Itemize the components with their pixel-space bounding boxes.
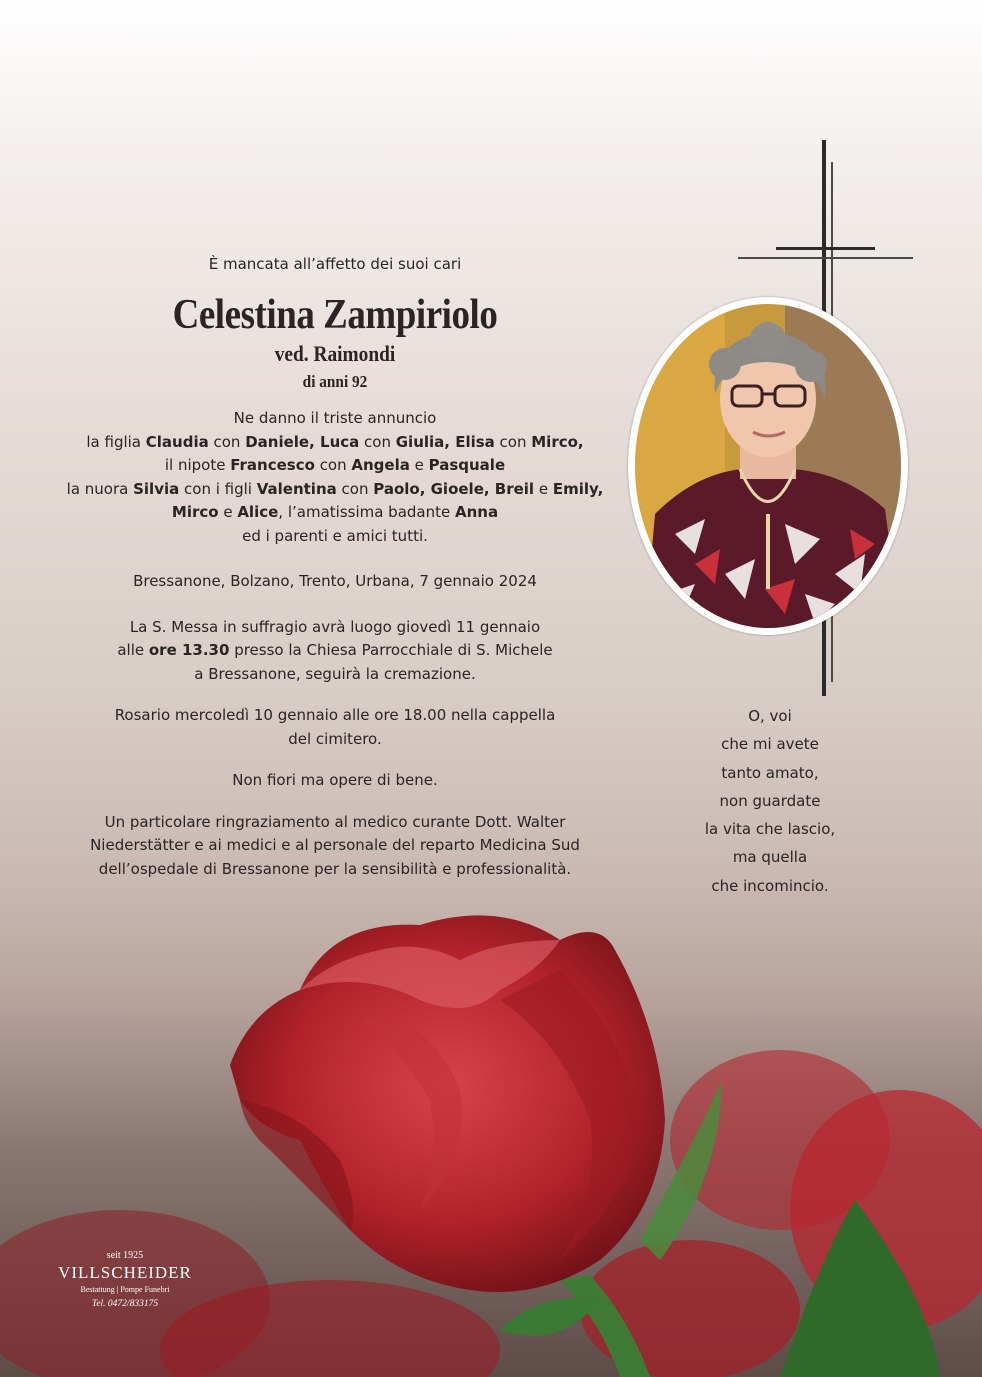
mass-info bbox=[60, 616, 610, 687]
bold-name: Emily, bbox=[552, 479, 604, 498]
text-run: e bbox=[218, 503, 238, 521]
bold-name: Mirco bbox=[171, 503, 219, 521]
portrait-photo bbox=[635, 304, 901, 628]
funeral-home-logo bbox=[50, 1250, 200, 1312]
mass-line: La S. Messa in suffragio avrà luogo giovedì 11 gennaio bbox=[129, 617, 541, 636]
bold-name: Francesco bbox=[230, 456, 315, 474]
intro-line: È mancata all’affetto dei suoi cari bbox=[208, 255, 462, 273]
logo-subtitle: Bestattung | Pompe Funebri bbox=[80, 1285, 170, 1294]
announcement-line: Ne danno il triste annuncio bbox=[233, 409, 437, 427]
bold-name: ore 13.30 bbox=[148, 641, 230, 659]
poem-line: la vita che lascio, bbox=[704, 820, 836, 839]
bold-name: Mirco, bbox=[531, 432, 584, 451]
text-run: la figlia bbox=[86, 432, 146, 451]
poem-line: ma quella bbox=[732, 848, 808, 867]
thanks-line: Un particolare ringraziamento al medico curante Dott. Walter bbox=[104, 812, 566, 831]
cross-horizontal-bar bbox=[776, 247, 875, 250]
widow-of: ved. Raimondi bbox=[274, 341, 396, 366]
poem-line: che mi avete bbox=[721, 735, 819, 754]
bold-name: Alice bbox=[237, 503, 279, 521]
text-run: con bbox=[208, 432, 246, 451]
poem bbox=[680, 702, 860, 900]
announcement-line: ed i parenti e amici tutti. bbox=[242, 526, 428, 545]
poem-line: che incomincio. bbox=[711, 876, 829, 895]
poem-line: non guardate bbox=[719, 791, 821, 810]
rosary-line: del cimitero. bbox=[288, 729, 382, 748]
bold-name: Paolo, Gioele, Breil bbox=[373, 479, 535, 498]
thanks-line: Niederstätter e ai medici e al personale del reparto Medicina Sud bbox=[90, 836, 580, 854]
bold-name: Pasquale bbox=[428, 456, 506, 474]
bold-name: Silvia bbox=[133, 479, 180, 498]
logo-since: seit 1925 bbox=[106, 1250, 144, 1261]
announcement bbox=[60, 407, 610, 548]
rosary-line: Rosario mercoledì 10 gennaio alle ore 18.00 nella cappella bbox=[114, 706, 556, 724]
mass-line bbox=[60, 639, 610, 663]
portrait-frame bbox=[628, 297, 908, 635]
text-run: con bbox=[359, 432, 396, 451]
text-run: , l’amatissima badante bbox=[278, 503, 455, 521]
thanks-line: dell’ospedale di Bressanone per la sensibilità e professionalità. bbox=[98, 859, 572, 878]
logo-telephone: Tel. 0472/833175 bbox=[91, 1299, 159, 1309]
text-run: con i figli bbox=[179, 479, 257, 498]
bold-name: Angela bbox=[351, 456, 410, 474]
age: di anni 92 bbox=[302, 372, 368, 391]
no-flowers-note: Non fiori ma opere di bene. bbox=[232, 771, 438, 789]
text-run: il nipote bbox=[164, 456, 231, 474]
text-run: e bbox=[534, 479, 553, 498]
text-run: con bbox=[336, 479, 374, 498]
mass-line: a Bressanone, seguirà la cremazione. bbox=[194, 664, 476, 683]
announcement-line bbox=[60, 431, 610, 455]
announcement-line bbox=[60, 501, 610, 525]
bold-name: Valentina bbox=[256, 479, 337, 498]
announcement-line bbox=[60, 478, 610, 502]
bold-name: Giulia, Elisa bbox=[395, 432, 495, 451]
logo-brand: VILLSCHEIDER bbox=[58, 1263, 192, 1282]
text-run: presso la Chiesa Parrocchiale di S. Michele bbox=[229, 641, 553, 659]
poem-line: O, voi bbox=[748, 707, 792, 725]
text-run: con bbox=[494, 432, 532, 451]
text-run: alle bbox=[117, 641, 149, 659]
place-date: Bressanone, Bolzano, Trento, Urbana, 7 gennaio 2024 bbox=[133, 572, 537, 590]
bold-name: Daniele, Luca bbox=[245, 432, 360, 451]
announcement-line bbox=[60, 454, 610, 478]
thanks-note bbox=[60, 811, 610, 882]
rosary-info bbox=[60, 704, 610, 751]
bold-name: Anna bbox=[455, 503, 499, 521]
text-run: e bbox=[409, 456, 429, 474]
text-run: la nuora bbox=[66, 479, 134, 498]
obituary-text bbox=[60, 250, 610, 881]
poem-line: tanto amato, bbox=[721, 763, 819, 782]
deceased-name: Celestina Zampiriolo bbox=[172, 292, 498, 338]
cross-horizontal-line bbox=[738, 257, 913, 259]
bold-name: Claudia bbox=[145, 432, 209, 451]
text-run: con bbox=[314, 456, 352, 474]
